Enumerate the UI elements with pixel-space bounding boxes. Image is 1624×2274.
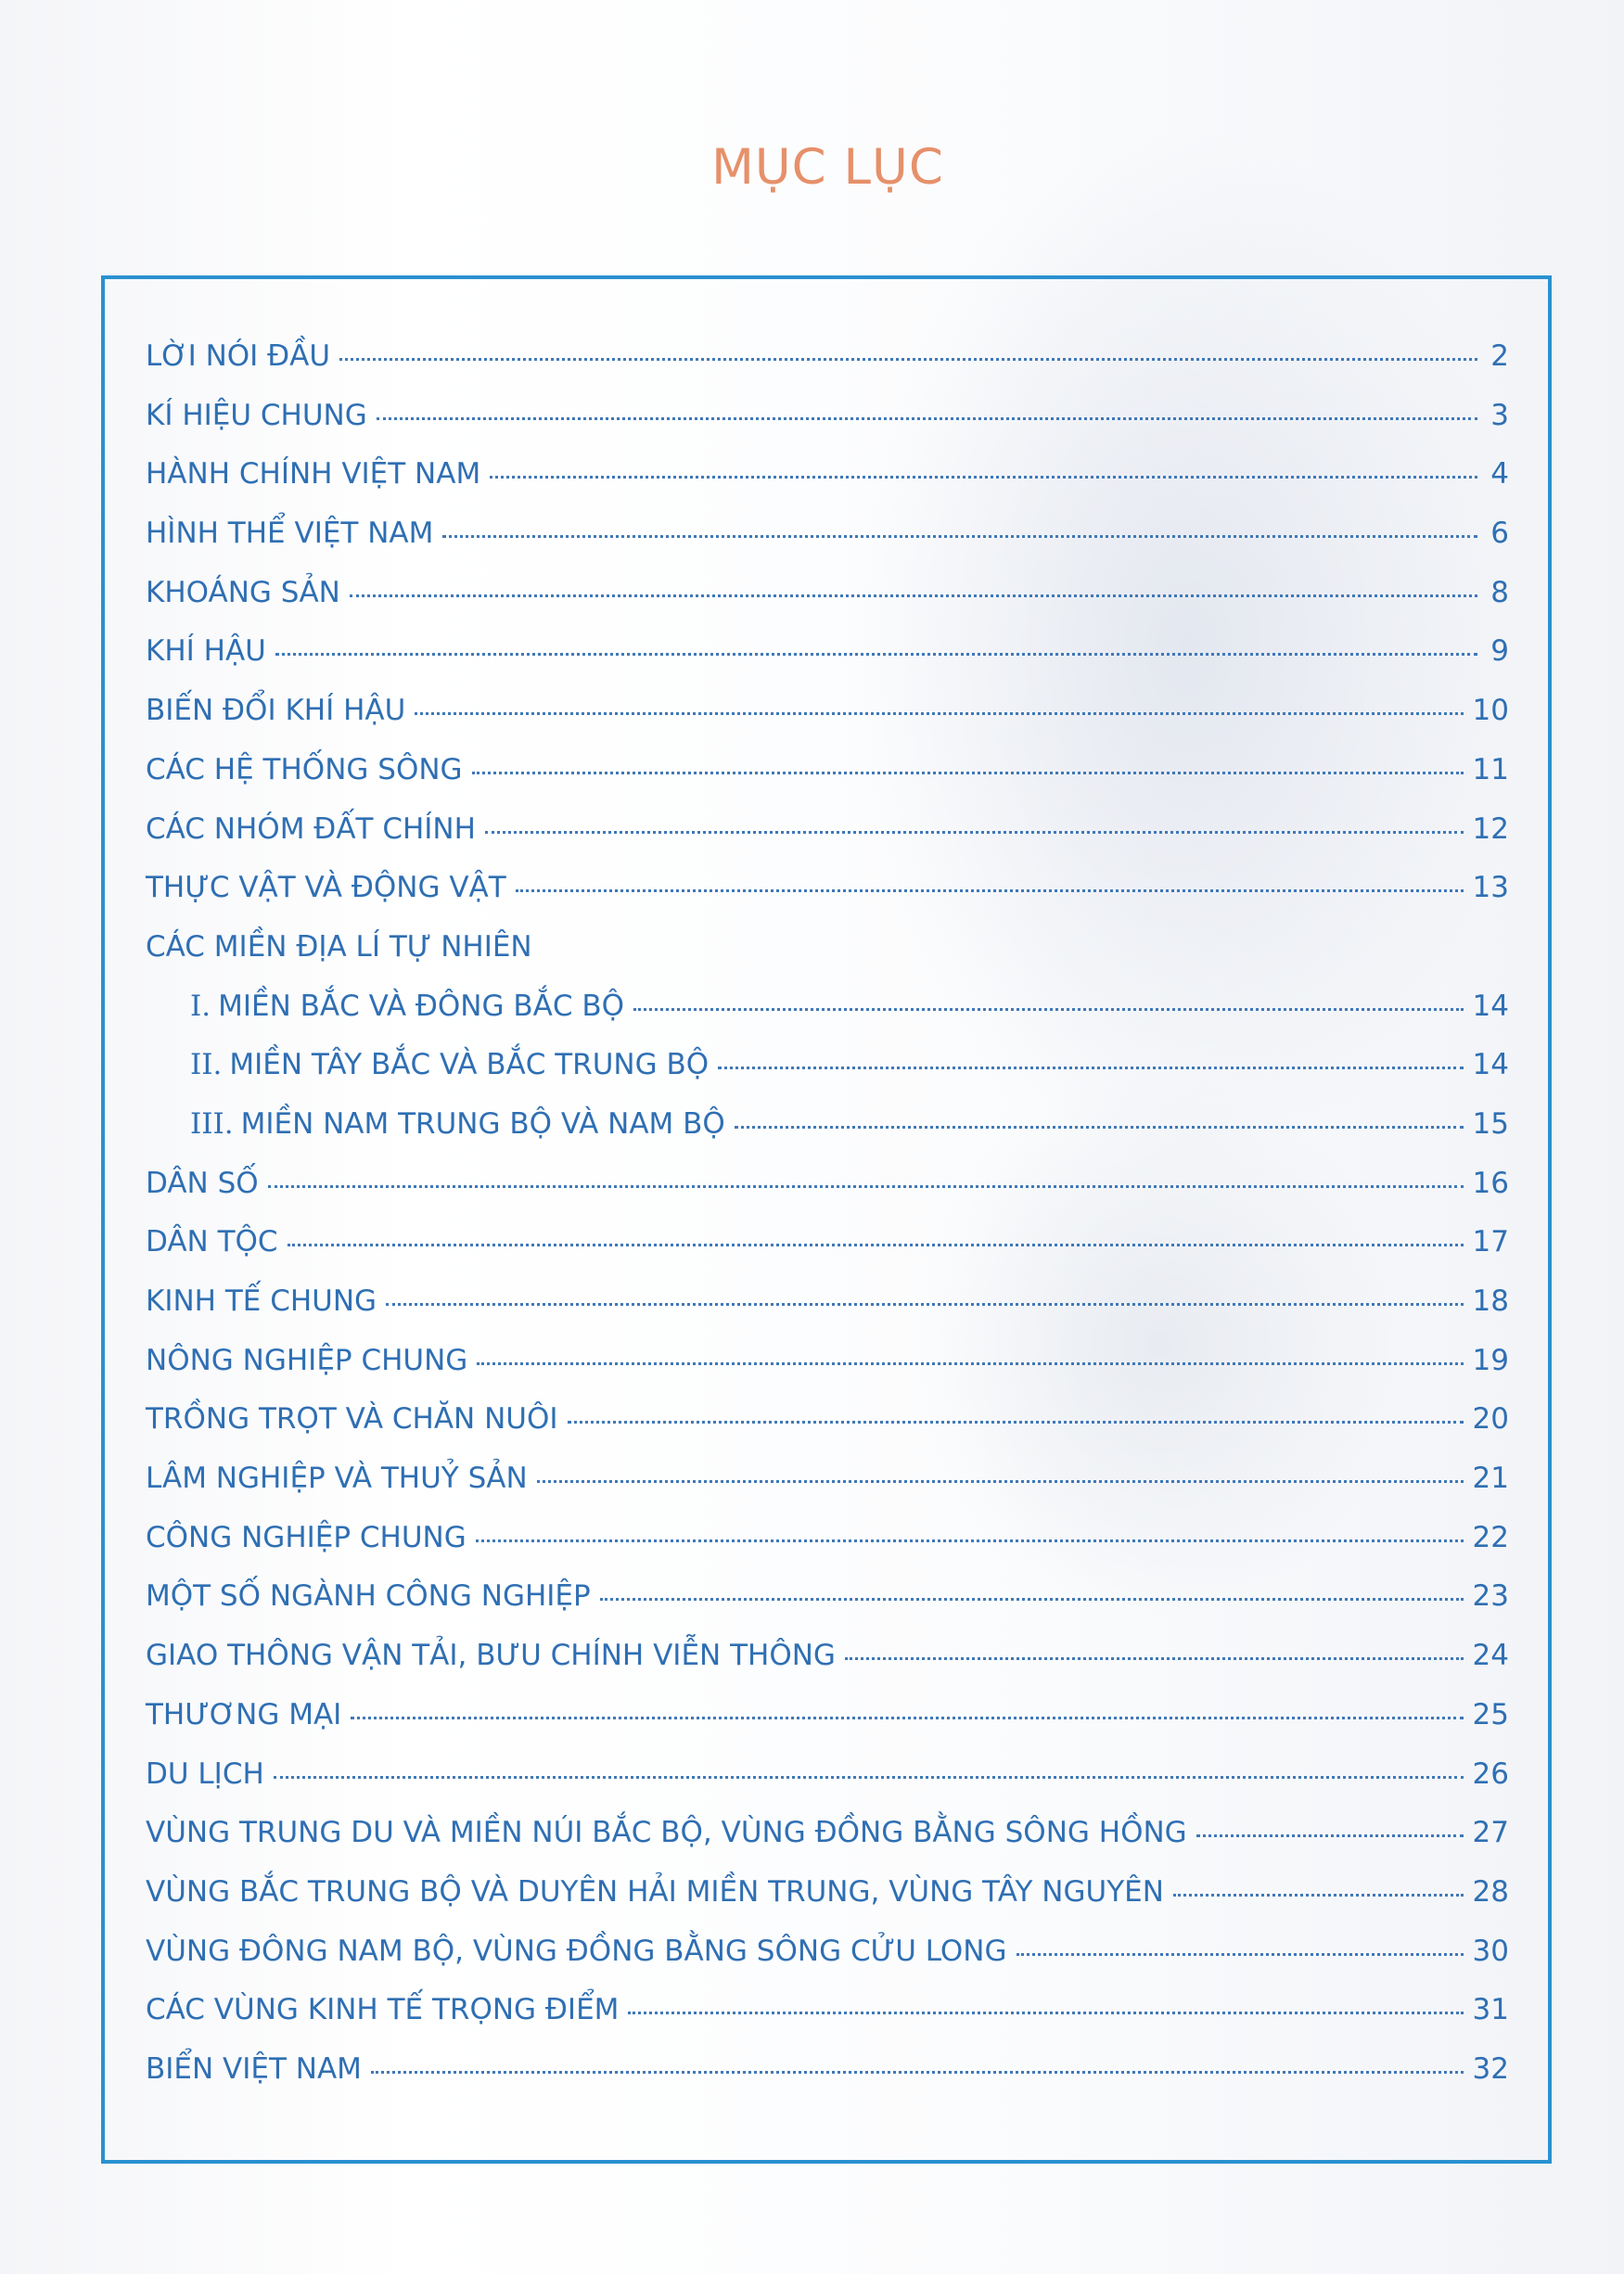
- toc-entry-label: BIỂN VIỆT NAM: [146, 2051, 362, 2086]
- toc-entry-label: HÌNH THỂ VIỆT NAM: [146, 517, 434, 551]
- toc-entry-label: VÙNG TRUNG DU VÀ MIỀN NÚI BẮC BỘ, VÙNG ĐỒNG BẰNG SÔNG HỒNG: [146, 1816, 1187, 1850]
- toc-dot-leader: [472, 772, 1464, 774]
- toc-entry[interactable]: [146, 753, 1509, 812]
- toc-page-number: 21: [1472, 1462, 1509, 1496]
- toc-dot-leader: [1196, 1834, 1464, 1837]
- toc-page-number: 23: [1472, 1579, 1509, 1614]
- toc-entry[interactable]: [146, 871, 1509, 930]
- toc-entry-title: [146, 1875, 1164, 1909]
- toc-page-number: 19: [1472, 1343, 1509, 1377]
- toc-entry-label: TRỒNG TRỌT VÀ CHĂN NUÔI: [146, 1402, 558, 1437]
- toc-dot-leader: [628, 2012, 1463, 2014]
- toc-entry[interactable]: [146, 1225, 1509, 1284]
- toc-entry-label: BIẾN ĐỔI KHÍ HẬU: [146, 694, 406, 728]
- toc-entry-title: [146, 1639, 836, 1672]
- toc-dot-leader: [1173, 1894, 1464, 1897]
- toc-entry[interactable]: [146, 1698, 1509, 1757]
- toc-dot-leader: [568, 1421, 1464, 1424]
- toc-entry[interactable]: [146, 457, 1509, 517]
- toc-dot-leader: [735, 1126, 1464, 1129]
- toc-entry[interactable]: [146, 1107, 1509, 1167]
- toc-page-number: 14: [1472, 1048, 1509, 1082]
- toc-page-number: 25: [1472, 1697, 1509, 1731]
- toc-entry-title: [146, 1167, 259, 1200]
- toc-page-number: 8: [1490, 575, 1509, 609]
- toc-entry[interactable]: [146, 1935, 1509, 1994]
- toc-entry-title: [146, 399, 367, 432]
- toc-entry-title: [146, 1579, 591, 1613]
- toc-entry-title: [146, 2052, 362, 2086]
- toc-entry-label: MIỀN BẮC VÀ ĐÔNG BẮC BỘ: [218, 989, 625, 1023]
- toc-entry-title: [146, 517, 433, 550]
- toc-entry-label: LỜI NÓI ĐẦU: [146, 339, 331, 373]
- toc-page-number: 3: [1490, 398, 1509, 432]
- toc-dot-leader: [377, 417, 1477, 420]
- toc-entry-label: KHOÁNG SẢN: [146, 575, 340, 609]
- toc-entry[interactable]: [146, 1639, 1509, 1698]
- toc-entry[interactable]: [146, 1462, 1509, 1521]
- toc-dot-leader: [371, 2071, 1464, 2074]
- toc-page-number: 12: [1472, 811, 1509, 846]
- toc-dot-leader: [350, 594, 1477, 597]
- toc-dot-leader: [718, 1067, 1463, 1069]
- toc-page-number: 6: [1490, 517, 1509, 551]
- toc-page-number: 30: [1472, 1934, 1509, 1968]
- toc-dot-leader: [268, 1185, 1464, 1188]
- toc-entry[interactable]: [146, 1402, 1509, 1462]
- toc-entry-numeral: I.: [190, 989, 211, 1023]
- toc-entry-label: CÁC VÙNG KINH TẾ TRỌNG ĐIỂM: [146, 1993, 620, 2027]
- toc-page-number: 27: [1472, 1816, 1509, 1850]
- toc-dot-leader: [633, 1008, 1464, 1011]
- toc-entry[interactable]: [146, 399, 1509, 458]
- toc-entry-label: CÁC NHÓM ĐẤT CHÍNH: [146, 811, 476, 846]
- toc-entry-title: [146, 1698, 341, 1731]
- toc-dot-leader: [275, 653, 1477, 656]
- toc-entry-title: [146, 1993, 619, 2026]
- toc-dot-leader: [1017, 1953, 1464, 1956]
- toc-dot-leader: [516, 889, 1464, 892]
- toc-entry[interactable]: [146, 694, 1509, 753]
- toc-entry[interactable]: [146, 930, 1509, 990]
- toc-entry-label: DU LỊCH: [146, 1757, 264, 1791]
- toc-entry[interactable]: [146, 517, 1509, 576]
- toc-entry-label: NÔNG NGHIỆP CHUNG: [146, 1343, 468, 1377]
- toc-page-number: 10: [1472, 694, 1509, 728]
- toc-dot-leader: [386, 1303, 1463, 1306]
- toc-page-number: 16: [1472, 1166, 1509, 1200]
- toc-entry[interactable]: [146, 1521, 1509, 1580]
- toc-entry-label: THƯƠNG MẠI: [146, 1697, 342, 1731]
- toc-page-number: 18: [1472, 1284, 1509, 1318]
- toc-page-number: 2: [1490, 339, 1509, 373]
- toc-entry-label: MIỀN TÂY BẮC VÀ BẮC TRUNG BỘ: [229, 1048, 710, 1082]
- toc-entry-label: THỰC VẬT VÀ ĐỘNG VẬT: [146, 871, 506, 905]
- page-title: MỤC LỤC: [711, 139, 944, 196]
- toc-page-number: 13: [1472, 871, 1509, 905]
- toc-entry-numeral: III.: [190, 1106, 234, 1141]
- toc-entry[interactable]: [146, 990, 1509, 1049]
- toc-entry-title: [190, 1107, 725, 1141]
- toc-dot-leader: [476, 1539, 1464, 1542]
- toc-entry-title: [146, 812, 476, 846]
- toc-page-number: 20: [1472, 1402, 1509, 1437]
- toc-page-number: 26: [1472, 1757, 1509, 1791]
- toc-entry[interactable]: [146, 1816, 1509, 1875]
- toc-entry-title: [146, 1521, 467, 1554]
- table-of-contents: [146, 339, 1509, 2112]
- toc-entry-title: [146, 1284, 377, 1318]
- toc-entry-title: [146, 753, 463, 786]
- toc-entry-label: VÙNG BẮC TRUNG BỘ VÀ DUYÊN HẢI MIỀN TRUNG, VÙNG TÂY NGUYÊN: [146, 1874, 1164, 1909]
- toc-entry-title: [146, 1757, 264, 1791]
- toc-entry-title: [146, 1344, 467, 1377]
- toc-dot-leader: [845, 1657, 1464, 1660]
- toc-entry[interactable]: [146, 1048, 1509, 1107]
- toc-entry[interactable]: [146, 812, 1509, 872]
- toc-entry-label: KINH TẾ CHUNG: [146, 1284, 377, 1318]
- toc-entry-label: CÔNG NGHIỆP CHUNG: [146, 1520, 467, 1554]
- toc-entry[interactable]: [146, 576, 1509, 635]
- toc-entry[interactable]: [146, 1284, 1509, 1344]
- toc-entry-label: MỘT SỐ NGÀNH CÔNG NGHIỆP: [146, 1579, 591, 1614]
- toc-entry-title: [146, 1935, 1007, 1968]
- toc-page-number: 9: [1490, 634, 1509, 669]
- toc-dot-leader: [537, 1480, 1464, 1483]
- toc-entry-title: [146, 457, 480, 491]
- toc-entry[interactable]: [146, 1579, 1509, 1639]
- toc-entry-label: HÀNH CHÍNH VIỆT NAM: [146, 457, 481, 492]
- toc-entry-title: [146, 694, 405, 727]
- toc-entry[interactable]: [146, 1344, 1509, 1403]
- toc-entry[interactable]: [146, 1757, 1509, 1817]
- toc-page-number: 4: [1490, 457, 1509, 492]
- toc-page-number: 17: [1472, 1225, 1509, 1259]
- toc-entry[interactable]: [146, 634, 1509, 694]
- toc-entry-title: [146, 871, 506, 904]
- toc-page-number: 24: [1472, 1639, 1509, 1673]
- toc-dot-leader: [274, 1776, 1464, 1779]
- toc-dot-leader: [288, 1244, 1464, 1246]
- toc-dot-leader: [415, 712, 1463, 715]
- toc-dot-leader: [490, 476, 1477, 479]
- toc-entry-title: [146, 1402, 558, 1436]
- toc-entry[interactable]: [146, 339, 1509, 399]
- toc-dot-leader: [477, 1362, 1463, 1365]
- toc-entry-title: [190, 1048, 709, 1081]
- toc-page-number: 15: [1472, 1106, 1509, 1141]
- toc-entry-label: MIỀN NAM TRUNG BỘ VÀ NAM BỘ: [240, 1106, 725, 1141]
- toc-entry[interactable]: [146, 1993, 1509, 2052]
- toc-entry-title: [146, 930, 532, 964]
- toc-page-number: 11: [1472, 752, 1509, 786]
- toc-dot-leader: [351, 1717, 1463, 1719]
- toc-page-number: 22: [1472, 1520, 1509, 1554]
- toc-page-number: 32: [1472, 2051, 1509, 2086]
- toc-entry-label: DÂN TỘC: [146, 1225, 278, 1259]
- toc-entry-label: CÁC MIỀN ĐỊA LÍ TỰ NHIÊN: [146, 929, 532, 964]
- toc-entry-title: [146, 1462, 528, 1495]
- toc-dot-leader: [442, 535, 1477, 538]
- toc-entry-label: KHÍ HẬU: [146, 634, 266, 669]
- toc-page-number: 31: [1472, 1993, 1509, 2027]
- toc-entry[interactable]: [146, 2052, 1509, 2112]
- toc-entry[interactable]: [146, 1167, 1509, 1226]
- toc-entry-label: KÍ HIỆU CHUNG: [146, 398, 367, 432]
- toc-entry-title: [146, 1816, 1187, 1849]
- toc-dot-leader: [339, 358, 1477, 361]
- toc-dot-leader: [600, 1598, 1464, 1601]
- toc-entry-label: DÂN SỐ: [146, 1166, 259, 1200]
- toc-entry-title: [190, 990, 624, 1023]
- toc-entry-title: [146, 576, 340, 609]
- toc-entry-title: [146, 634, 266, 668]
- toc-entry[interactable]: [146, 1875, 1509, 1935]
- toc-entry-title: [146, 1225, 278, 1258]
- toc-entry-label: GIAO THÔNG VẬN TẢI, BƯU CHÍNH VIỄN THÔNG: [146, 1639, 836, 1673]
- toc-entry-title: [146, 339, 330, 373]
- toc-page-number: 14: [1472, 989, 1509, 1023]
- toc-entry-label: LÂM NGHIỆP VÀ THUỶ SẢN: [146, 1462, 528, 1496]
- toc-page-number: 28: [1472, 1874, 1509, 1909]
- toc-entry-label: VÙNG ĐÔNG NAM BỘ, VÙNG ĐỒNG BẰNG SÔNG CỬU LONG: [146, 1934, 1007, 1968]
- toc-entry-numeral: II.: [190, 1048, 223, 1082]
- toc-dot-leader: [485, 831, 1464, 834]
- toc-entry-label: CÁC HỆ THỐNG SÔNG: [146, 752, 463, 786]
